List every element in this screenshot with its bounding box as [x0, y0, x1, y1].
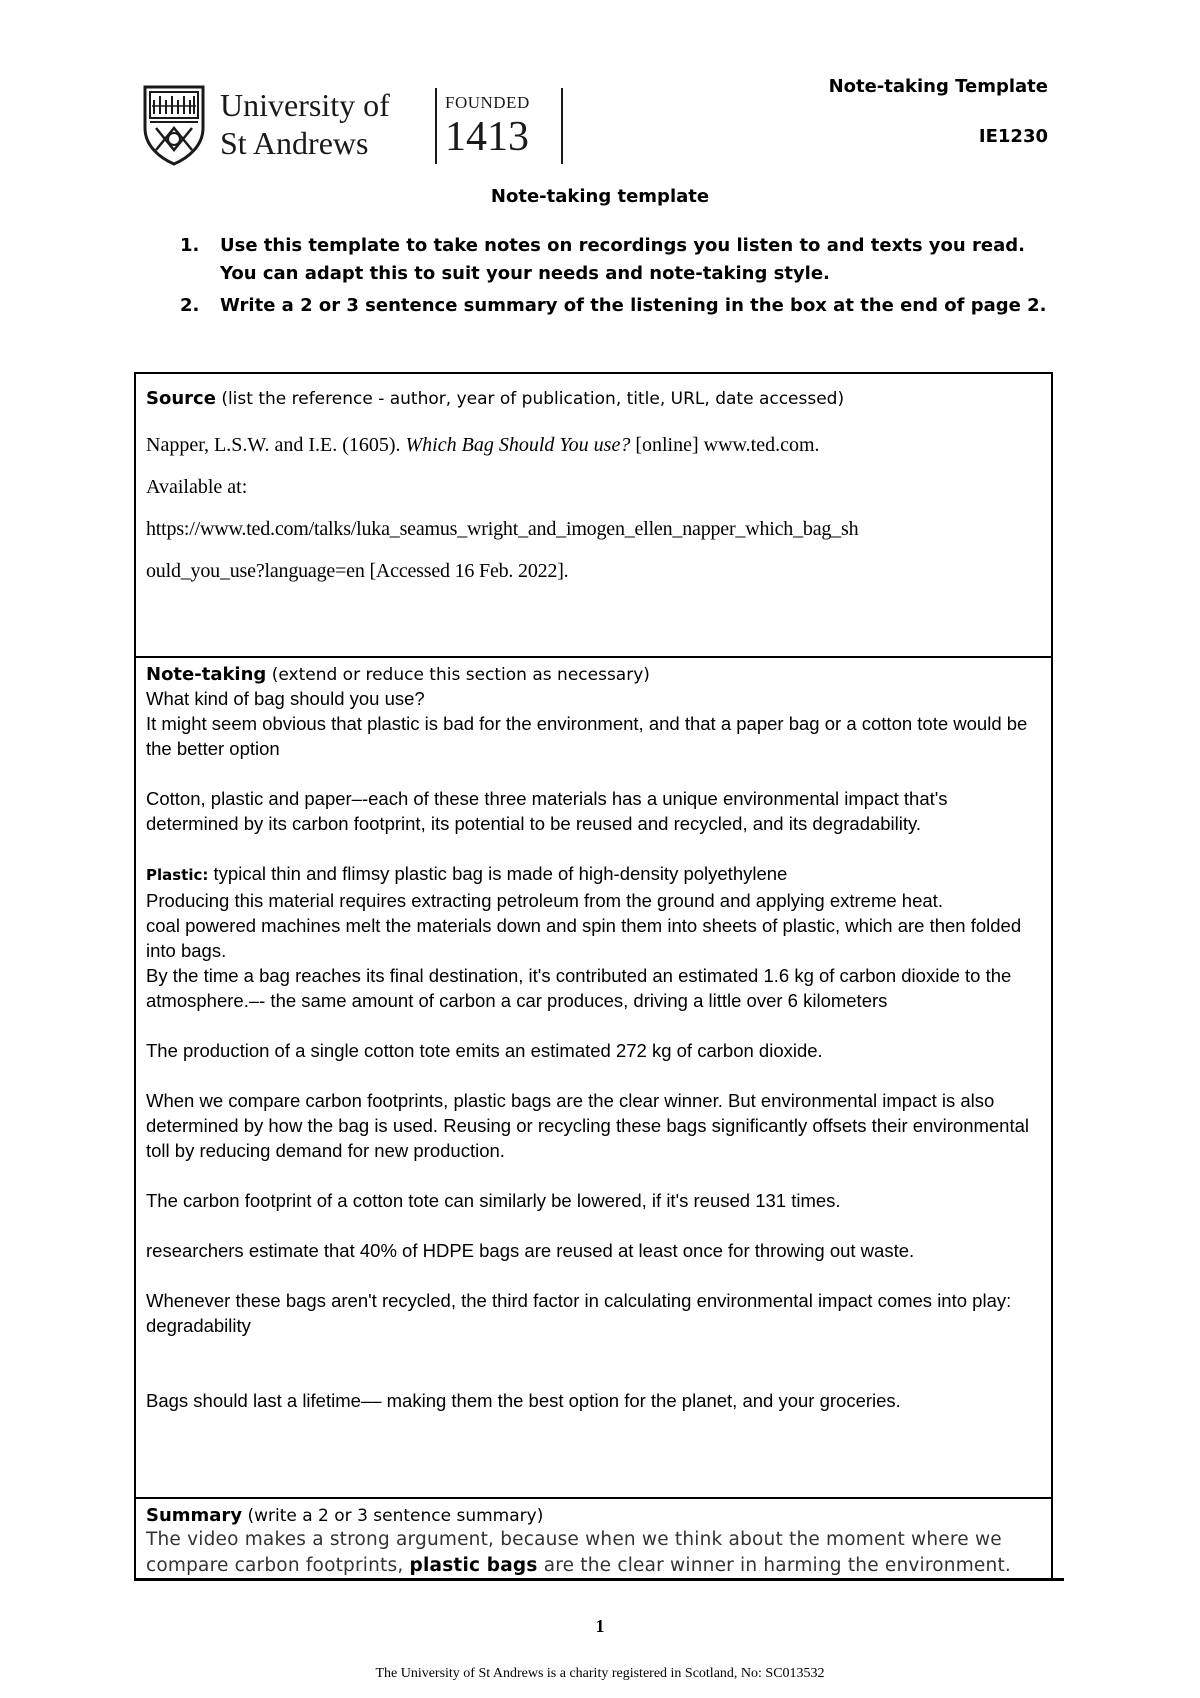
citation-title: Which Bag Should You use? — [405, 434, 631, 456]
university-name-line1: University of — [220, 87, 390, 123]
logo-divider — [561, 88, 563, 164]
notes-paragraph: When we compare carbon footprints, plastic bags are the clear winner. But environmental impact is also determined by how the bag is used. Reusing or recycling these bags significantly offsets their environmental toll by reducing demand for new production. — [146, 1090, 1030, 1161]
plastic-label: Plastic: — [146, 866, 209, 884]
row-divider — [134, 656, 1053, 658]
source-heading-note: (list the reference - author, year of publication, title, URL, date accessed) — [221, 389, 845, 409]
instruction-number: 1. — [180, 235, 200, 256]
summary-text-after: are the clear winner in harming the environment. — [543, 1555, 1011, 1576]
notes-body — [146, 686, 1036, 1413]
summary-section — [146, 1505, 1036, 1579]
summary-heading-note: (write a 2 or 3 sentence summary) — [247, 1506, 544, 1526]
citation-suffix: [online] www.ted.com. — [635, 434, 820, 456]
summary-text-bold: plastic bags — [409, 1555, 538, 1576]
notes-paragraph: It might seem obvious that plastic is bad for the environment, and that a paper bag or a cotton tote would be the better option — [146, 713, 1028, 759]
citation-line — [146, 424, 1036, 466]
notes-paragraph — [146, 861, 1036, 888]
source-url-line1: https://www.ted.com/talks/luka_seamus_wright_and_imogen_ellen_napper_which_bag_sh — [146, 518, 859, 540]
notes-plastic-text: typical thin and flimsy plastic bag is made of high-density polyethylene — [213, 863, 788, 884]
note-template-table — [134, 372, 1051, 1582]
notes-section — [146, 664, 1036, 1413]
source-heading-label: Source — [146, 388, 216, 409]
notes-paragraph: The production of a single cotton tote emits an estimated 272 kg of carbon dioxide. — [146, 1040, 823, 1061]
summary-heading-label: Summary — [146, 1505, 243, 1526]
founded-label: FOUNDED — [445, 93, 530, 112]
university-name — [220, 86, 390, 162]
notes-heading-label: Note-taking — [146, 664, 267, 685]
source-citation — [146, 424, 1036, 592]
notes-paragraph: coal powered machines melt the materials down and spin them into sheets of plastic, which are then folded into bags. — [146, 915, 1022, 961]
instruction-number: 2. — [180, 295, 200, 316]
footer-text: The University of St Andrews is a charity registered in Scotland, No: SC013532 — [375, 1666, 825, 1681]
source-heading — [146, 388, 1036, 410]
source-section — [146, 388, 1036, 592]
notes-paragraph: Cotton, plastic and paper–-each of these three materials has a unique environmental impact that's determined by its carbon footprint, its potential to be reused and recycled, and its degradability. — [146, 788, 948, 834]
source-url-line2: ould_you_use?language=en [Accessed 16 Feb. 2022]. — [146, 560, 569, 582]
document-title: Note-taking template — [490, 186, 710, 207]
university-logo — [142, 84, 572, 168]
instruction-item — [180, 292, 1060, 320]
notes-paragraph: researchers estimate that 40% of HDPE bags are reused at least once for throwing out waste. — [146, 1240, 915, 1261]
logo-divider — [435, 88, 437, 164]
instructions-list — [180, 232, 1060, 324]
summary-text — [146, 1527, 1036, 1579]
university-crest-icon — [142, 84, 206, 166]
notes-paragraph: The carbon footprint of a cotton tote can similarly be lowered, if it's reused 131 times. — [146, 1190, 841, 1211]
available-at: Available at: — [146, 476, 248, 498]
header-title: Note-taking Template — [828, 76, 1048, 97]
notes-paragraph: Producing this material requires extracting petroleum from the ground and applying extreme heat. — [146, 890, 943, 911]
notes-paragraph: Bags should last a lifetime–– making them the best option for the planet, and your groceries. — [146, 1390, 901, 1411]
university-name-line2: St Andrews — [220, 125, 369, 161]
notes-paragraph: Whenever these bags aren't recycled, the third factor in calculating environmental impact comes into play: degradability — [146, 1290, 1012, 1336]
notes-heading — [146, 664, 1036, 686]
founded-year: 1413 — [445, 114, 529, 160]
page-number: 1 — [595, 1616, 605, 1636]
summary-text-before: The video makes a strong argument, because when we think about the moment where we compare carbon footprints, — [146, 1529, 1002, 1576]
notes-paragraph: By the time a bag reaches its final destination, it's contributed an estimated 1.6 kg of carbon dioxide to the atmosphere.–- the same amount of carbon a car produces, driving a little over 6 kilometers — [146, 965, 1012, 1011]
summary-heading — [146, 1505, 1036, 1527]
notes-heading-note: (extend or reduce this section as necessary) — [271, 665, 650, 685]
instruction-text: Write a 2 or 3 sentence summary of the listening in the box at the end of page 2. — [220, 295, 1047, 316]
instruction-item — [180, 232, 1060, 288]
citation-prefix: Napper, L.S.W. and I.E. (1605). — [146, 434, 401, 456]
row-divider — [134, 1497, 1053, 1499]
notes-question: What kind of bag should you use? — [146, 688, 425, 709]
instruction-text: Use this template to take notes on recordings you listen to and texts you read. You can adapt this to suit your needs and note-taking style. — [220, 235, 1025, 284]
header-code: IE1230 — [978, 126, 1048, 147]
